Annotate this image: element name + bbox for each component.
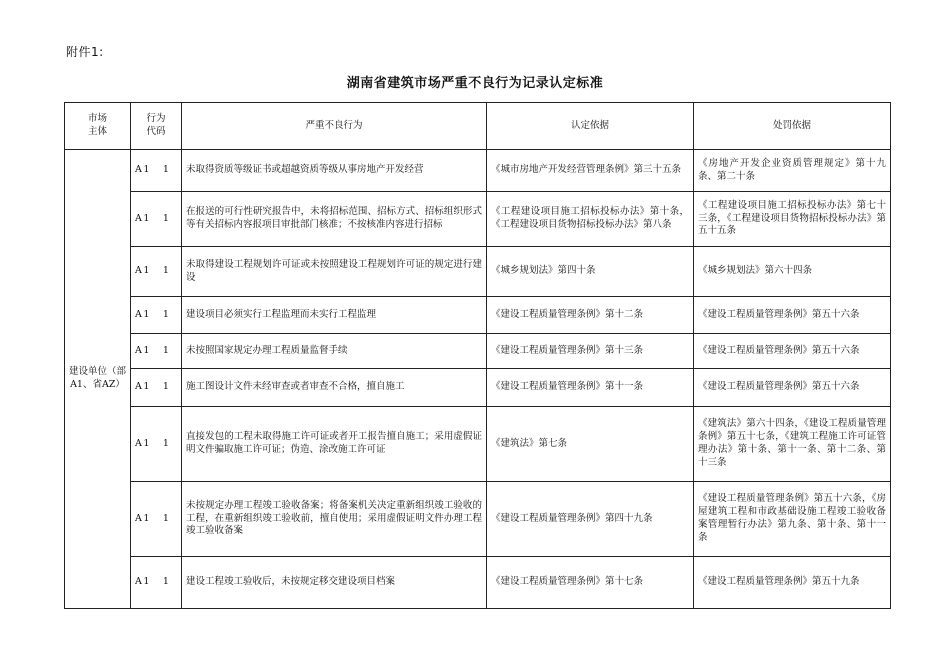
behavior-cell: 直接发包的工程未取得施工许可证或者开工报告擅自施工；采用虚假证明文件骗取施工许可证；伪造、涂改施工许可证 xyxy=(182,407,487,482)
table-row xyxy=(65,557,891,609)
basis-cell: 《建设工程质量管理条例》第十二条 xyxy=(487,297,694,334)
code-cell: A1 1 xyxy=(131,297,182,334)
penalty-cell: 《建设工程质量管理条例》第五十六条 xyxy=(694,297,891,334)
table-row xyxy=(65,369,891,407)
behavior-cell: 未取得建设工程规划许可证或未按照建设工程规划许可证的规定进行建设 xyxy=(182,247,487,297)
basis-cell: 《建筑法》第七条 xyxy=(487,407,694,482)
penalty-cell: 《建设工程质量管理条例》第五十九条 xyxy=(694,557,891,609)
header-entity: 市场主体 xyxy=(65,103,131,150)
code-cell: A1 1 xyxy=(131,247,182,297)
code-cell: A1 1 xyxy=(131,334,182,369)
basis-cell: 《建设工程质量管理条例》第十三条 xyxy=(487,334,694,369)
behavior-cell: 未取得资质等级证书或超越资质等级从事房地产开发经营 xyxy=(182,150,487,192)
behavior-cell: 在报送的可行性研究报告中，未将招标范围、招标方式、招标组织形式等有关招标内容报项目审批部门核准；不按核准内容进行招标 xyxy=(182,192,487,247)
penalty-cell: 《城乡规划法》第六十四条 xyxy=(694,247,891,297)
table-header-row xyxy=(65,103,891,150)
standards-table xyxy=(64,102,891,609)
table-row xyxy=(65,297,891,334)
table-row xyxy=(65,482,891,557)
code-cell: A1 1 xyxy=(131,482,182,557)
code-cell: A1 1 xyxy=(131,150,182,192)
header-penalty: 处罚依据 xyxy=(694,103,891,150)
code-cell: A1 1 xyxy=(131,407,182,482)
code-cell: A1 1 xyxy=(131,369,182,407)
basis-cell: 《工程建设项目施工招标投标办法》第十条，《工程建设项目货物招标投标办法》第八条 xyxy=(487,192,694,247)
penalty-cell: 《建设工程质量管理条例》第五十六条 xyxy=(694,334,891,369)
behavior-cell: 施工图设计文件未经审查或者审查不合格，擅自施工 xyxy=(182,369,487,407)
table-row xyxy=(65,150,891,192)
penalty-cell: 《建筑法》第六十四条，《建设工程质量管理条例》第五十七条，《建筑工程施工许可证管理办法》第十条、第十一条、第十二条、第十三条 xyxy=(694,407,891,482)
table-row xyxy=(65,334,891,369)
basis-cell: 《建设工程质量管理条例》第十一条 xyxy=(487,369,694,407)
basis-cell: 《建设工程质量管理条例》第四十九条 xyxy=(487,482,694,557)
basis-cell: 《建设工程质量管理条例》第十七条 xyxy=(487,557,694,609)
code-cell: A1 1 xyxy=(131,557,182,609)
table-row xyxy=(65,247,891,297)
basis-cell: 《城乡规划法》第四十条 xyxy=(487,247,694,297)
entity-cell: 建设单位（部A1、省AZ） xyxy=(65,150,131,609)
code-cell: A1 1 xyxy=(131,192,182,247)
penalty-cell: 《建设工程质量管理条例》第五十六条，《房屋建筑工程和市政基础设施工程竣工验收备案管理暂行办法》第九条、第十条、第十一条 xyxy=(694,482,891,557)
behavior-cell: 建设工程竣工验收后，未按规定移交建设项目档案 xyxy=(182,557,487,609)
penalty-cell: 《房地产开发企业资质管理规定》第十九条、第二十条 xyxy=(694,150,891,192)
table-row xyxy=(65,192,891,247)
penalty-cell: 《工程建设项目施工招标投标办法》第七十三条，《工程建设项目货物招标投标办法》第五十五条 xyxy=(694,192,891,247)
header-behavior: 严重不良行为 xyxy=(182,103,487,150)
basis-cell: 《城市房地产开发经营管理条例》第三十五条 xyxy=(487,150,694,192)
header-basis: 认定依据 xyxy=(487,103,694,150)
header-code: 行为代码 xyxy=(131,103,182,150)
behavior-cell: 建设项目必须实行工程监理而未实行工程监理 xyxy=(182,297,487,334)
behavior-cell: 未按照国家规定办理工程质量监督手续 xyxy=(182,334,487,369)
behavior-cell: 未按规定办理工程竣工验收备案；将备案机关决定重新组织竣工验收的工程，在重新组织竣工验收前，擅自使用；采用虚假证明文件办理工程竣工验收备案 xyxy=(182,482,487,557)
penalty-cell: 《建设工程质量管理条例》第五十六条 xyxy=(694,369,891,407)
document-title: 湖南省建筑市场严重不良行为记录认定标准 xyxy=(346,76,604,91)
attachment-label: 附件1: xyxy=(66,45,104,59)
table-row xyxy=(65,407,891,482)
